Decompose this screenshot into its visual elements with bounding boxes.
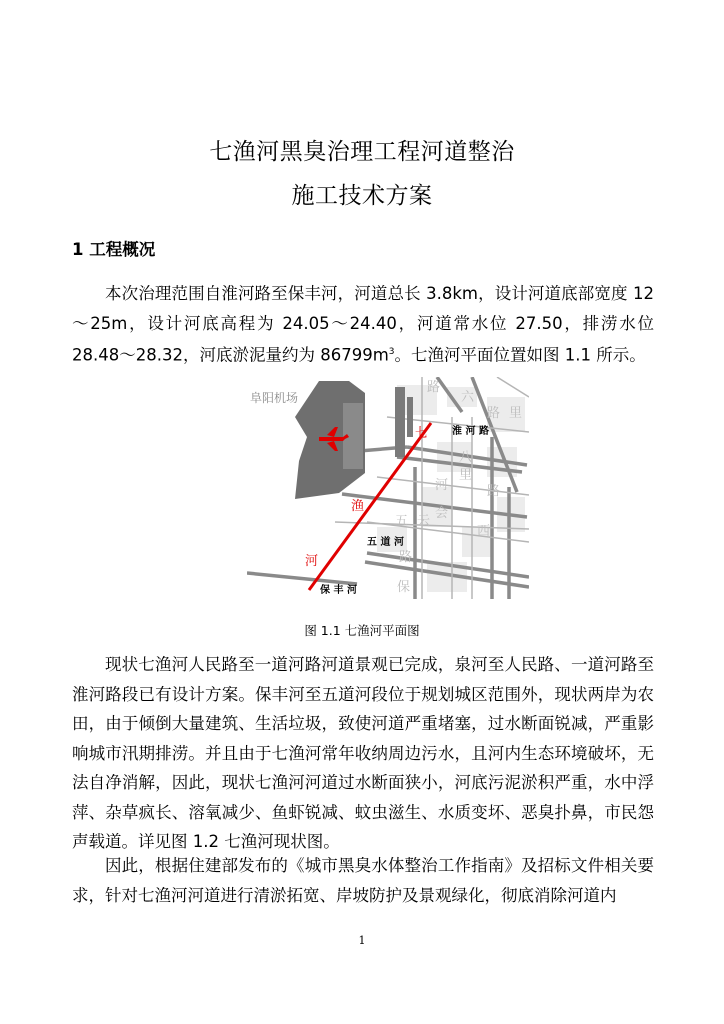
river-char-yu: 渔 (351, 499, 365, 514)
bg-char: 云 (417, 514, 431, 529)
bg-char: 五 (395, 514, 409, 529)
bg-char: 路 (399, 550, 413, 565)
figure-caption: 图 1.1 七渔河平面图 (304, 623, 420, 638)
cubic-superscript: 3 (388, 347, 395, 357)
bg-char: 六 (461, 390, 475, 405)
airport-label: 阜阳机场 (250, 391, 299, 405)
river-char-he: 河 (305, 554, 319, 569)
bg-char: 八 (459, 450, 473, 465)
bg-char: 路 (487, 406, 501, 421)
road-label-wudaohe: 五 道 河 (367, 537, 404, 548)
bg-char: 里 (509, 406, 523, 421)
bg-char: 河 (435, 478, 449, 493)
document-title: 七渔河黑臭治理工程河道整治 (209, 139, 515, 165)
paragraph-therefore: 因此，根据住建部发布的《城市黑臭水体整治工作指南》及招标文件相关要求，针对七渔河河道进行清淤拓宽、岸坡防护及景观绿化，彻底消除河道内 (72, 856, 654, 905)
section-heading: 1 工程概况 (72, 240, 156, 259)
road-label-baofenghe: 保 丰 河 (320, 585, 357, 596)
page-number: 1 (358, 934, 366, 947)
paragraph-current-status: 现状七渔河人民路至一道河路河道景观已完成，泉河至人民路、一道河路至淮河路段已有设计方案。保丰河至五道河段位于规划城区范围外，现状两岸为农田，由于倾倒大量建筑、生活垃圾，致使河道严重堵塞，过水断面锐减，严重影响城市汛期排涝。并且由于七渔河常年收纳周边污水，且河内生态环境破坏，无法自净消解，因此，现状七渔河河道过水断面狭小，河底污泥淤积严重，水中浮萍、杂草疯长、溶氧减少、鱼虾锐减、蚊虫滋生、水质变坏、恶臭扑鼻，市民怨声载道。详见图 1.2 七渔河现状图。 (72, 655, 654, 851)
bg-char: 路 (427, 380, 441, 395)
bg-char: 会 (435, 506, 449, 521)
paragraph-overview (72, 279, 654, 370)
bg-char: 里 (459, 468, 473, 483)
bg-char: 西 (477, 524, 491, 539)
river-plan-map (247, 377, 529, 599)
paragraph-overview-text-b: 。七渔河平面位置如图 1.1 所示。 (394, 345, 646, 365)
paragraph-overview-text-a: 本次治理范围自淮河路至保丰河，河道总长 3.8km，设计河道底部宽度 12～25m，设计河底高程为 24.05～24.40，河道常水位 27.50，排涝水位 28.48～28.32，河底淤泥量约为 86799m (72, 284, 654, 365)
bg-char: 保 (397, 580, 411, 595)
river-char-qi: 七 (415, 426, 429, 441)
road-label-huaihe: 淮 河 路 (452, 426, 489, 437)
document-subtitle: 施工技术方案 (291, 183, 433, 209)
bg-char: 路 (487, 484, 501, 499)
